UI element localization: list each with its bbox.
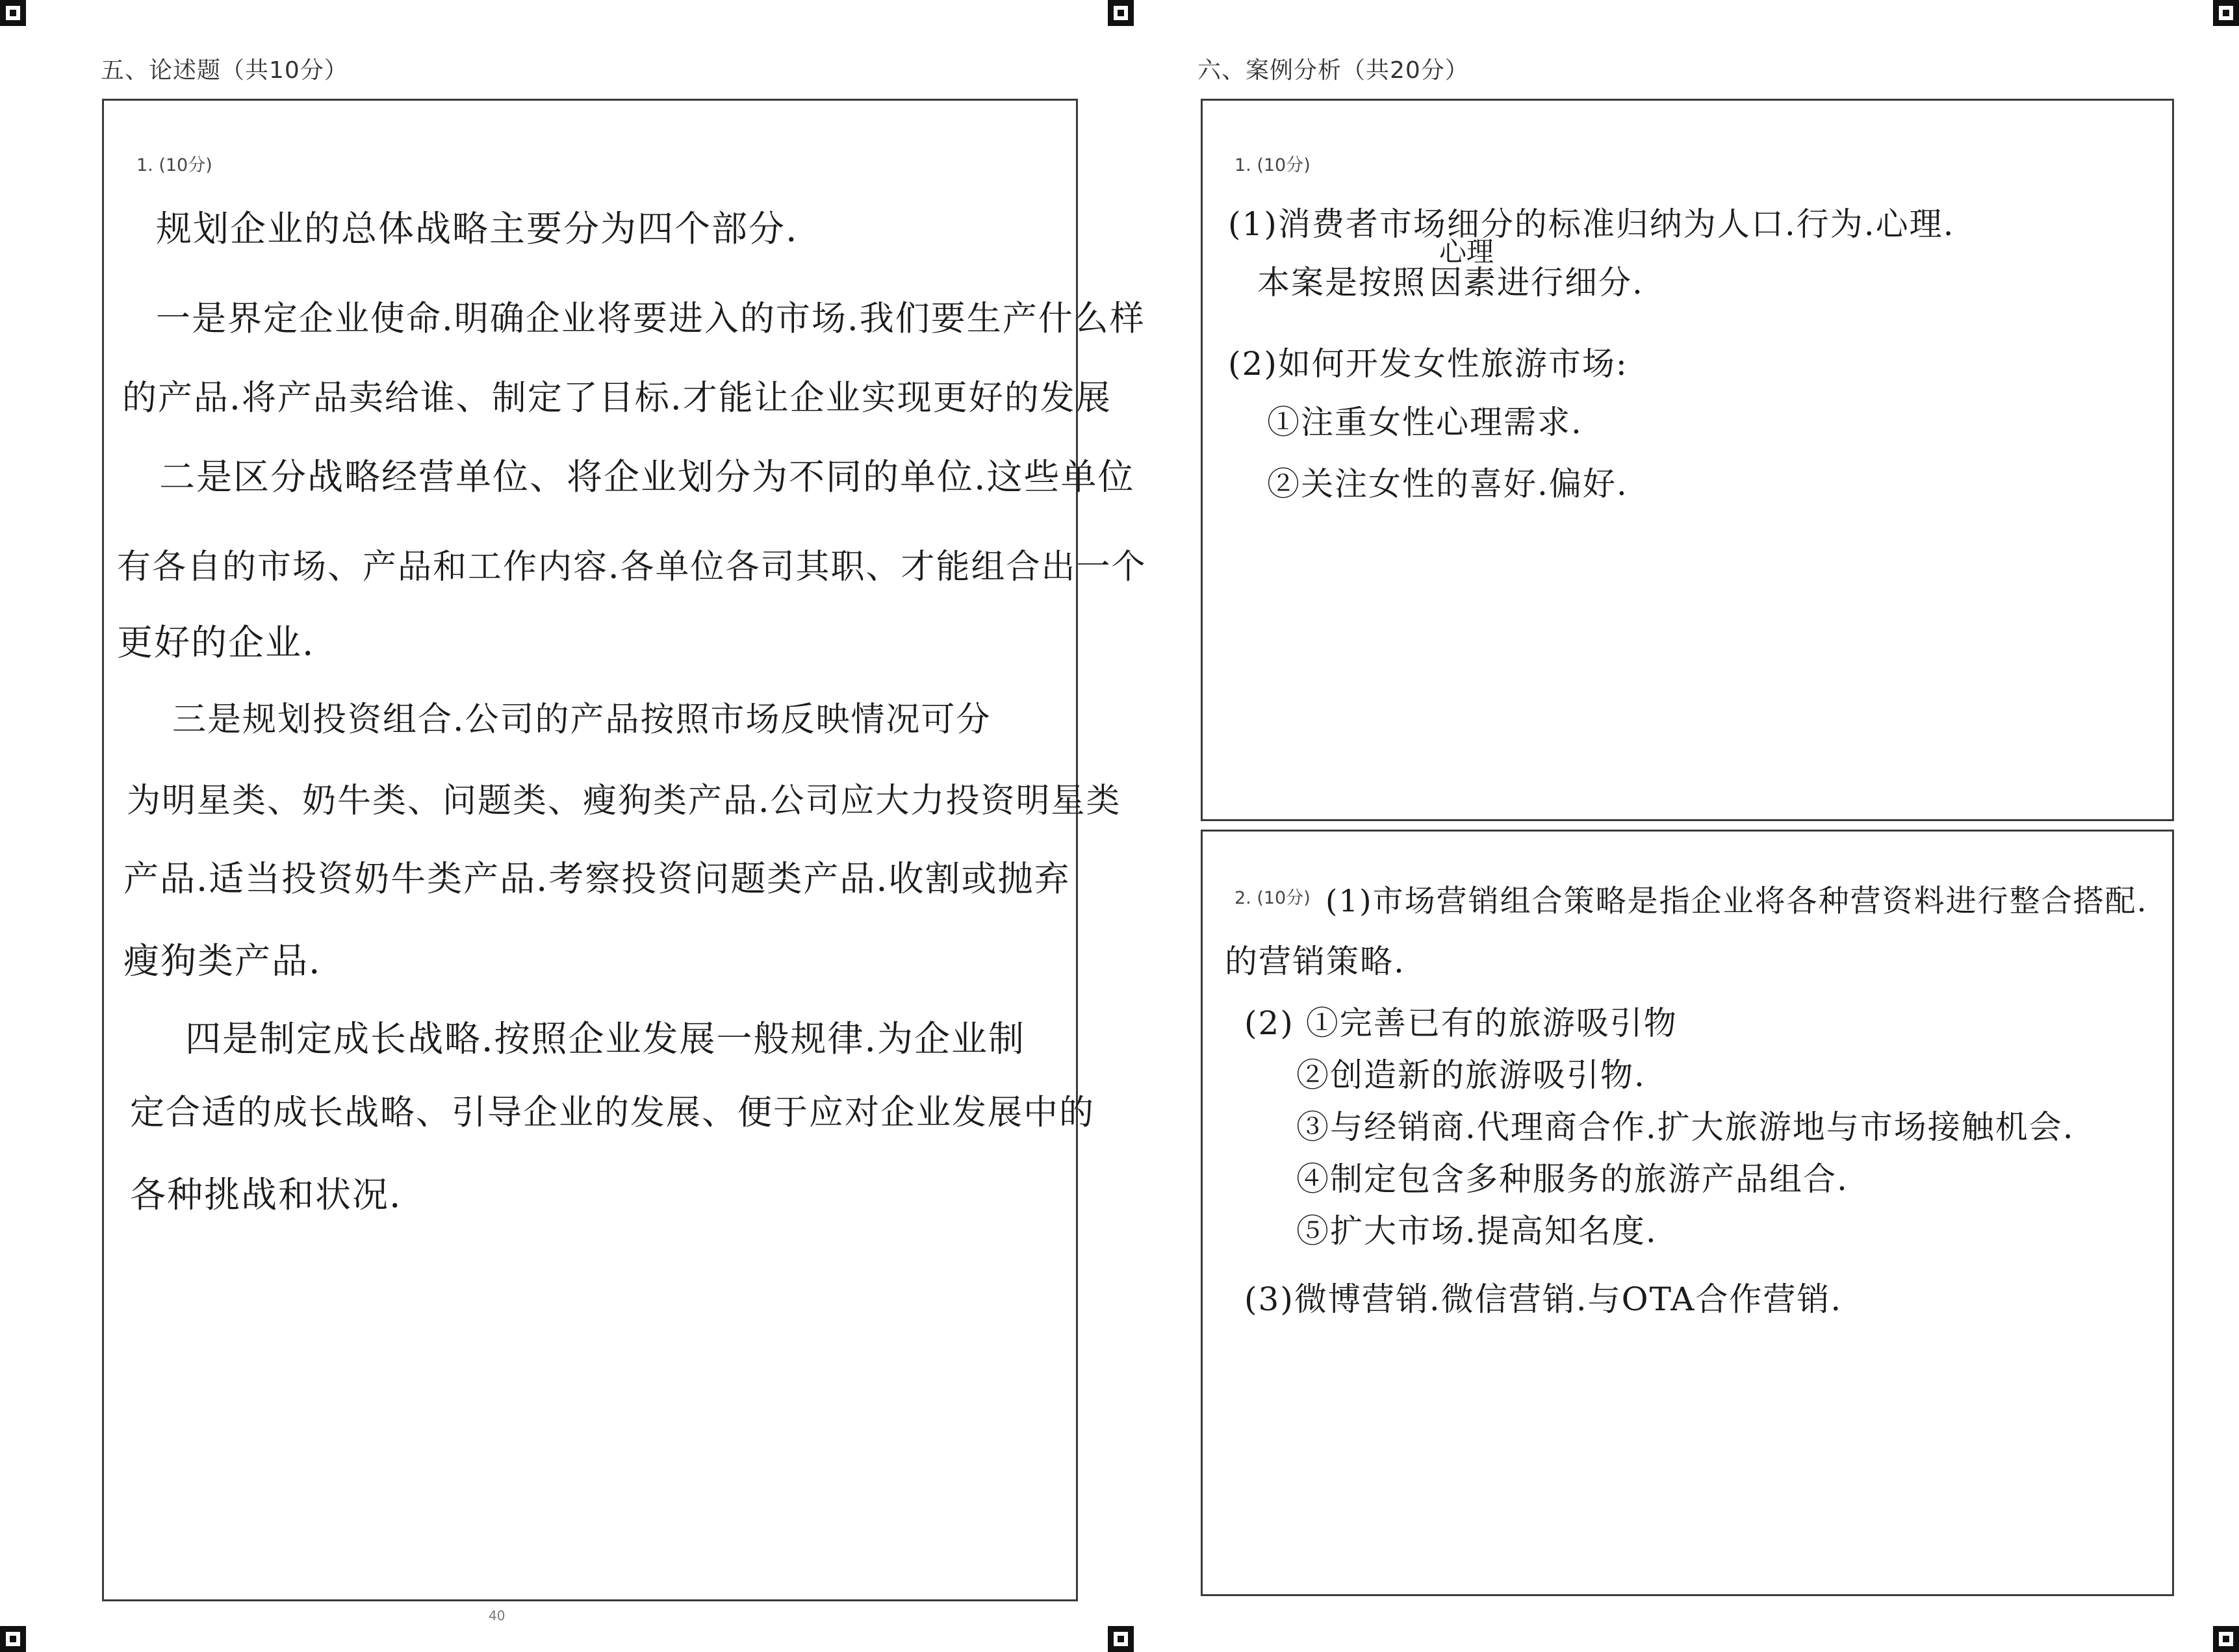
section-title-essay: 五、论述题（共10分） <box>101 57 348 84</box>
answer-line: 瘦狗类产品. <box>123 940 322 982</box>
answer-line: (1)市场营销组合策略是指企业将各种营资料进行整合搭配. <box>1325 883 2148 919</box>
answer-line: 的产品.将产品卖给谁、制定了目标.才能让企业实现更好的发展 <box>122 378 1112 418</box>
answer-line: 三是规划投资组合.公司的产品按照市场反映情况可分 <box>172 700 992 739</box>
section-title-case-analysis: 六、案例分析（共20分） <box>1197 57 1469 84</box>
question-label-case-1: 1. (10分) <box>1235 155 1311 175</box>
answer-line: ②关注女性的喜好.偏好. <box>1267 465 1628 503</box>
answer-line: 二是区分战略经营单位、将企业划分为不同的单位.这些单位 <box>159 456 1135 498</box>
answer-line: 有各自的市场、产品和工作内容.各单位各司其职、才能组合出一个 <box>117 548 1147 587</box>
answer-line: 为明星类、奶牛类、问题类、瘦狗类产品.公司应大力投资明星类 <box>127 782 1121 820</box>
answer-line: 本案是按照 <box>1257 264 1426 301</box>
answer-line: (3)微博营销.微信营销.与OTA合作营销. <box>1244 1280 1843 1318</box>
answer-line: ①注重女性心理需求. <box>1267 403 1583 441</box>
answer-line: 各种挑战和状况. <box>130 1174 402 1215</box>
answer-line: (1)消费者市场细分的标准归纳为人口.行为.心理. <box>1228 205 1955 243</box>
registration-mark-top-right <box>2213 0 2239 26</box>
answer-line: 定合适的成长战略、引导企业的发展、便于应对企业发展中的 <box>130 1093 1095 1132</box>
answer-line: (2)如何开发女性旅游市场: <box>1228 345 1628 383</box>
registration-mark-bottom-left <box>0 1626 26 1652</box>
answer-line: 因素进行细分. <box>1429 264 1644 301</box>
question-label-case-2: 2. (10分) <box>1235 888 1311 908</box>
question-label-essay-1: 1. (10分) <box>136 155 212 175</box>
answer-line: ③与经销商.代理商合作.扩大旅游地与市场接触机会. <box>1296 1108 2075 1146</box>
answer-line: ⑤扩大市场.提高知名度. <box>1296 1212 1657 1250</box>
answer-line: 更好的企业. <box>117 622 315 663</box>
answer-line: 产品.适当投资奶牛类产品.考察投资问题类产品.收割或抛弃 <box>123 858 1071 899</box>
answer-line: ④制定包含多种服务的旅游产品组合. <box>1296 1160 1849 1198</box>
answer-line: 的营销策略. <box>1225 943 1405 980</box>
answer-line: 四是制定成长战略.按照企业发展一般规律.为企业制 <box>185 1018 1025 1060</box>
answer-line: ②创造新的旅游吸引物. <box>1296 1056 1646 1094</box>
answer-line: 规划企业的总体战略主要分为四个部分. <box>156 208 799 249</box>
registration-mark-bottom-right <box>2213 1626 2239 1652</box>
registration-mark-top-center <box>1108 0 1134 26</box>
answer-line: (2) ①完善已有的旅游吸引物 <box>1244 1004 1678 1042</box>
answer-line: 一是界定企业使命.明确企业将要进入的市场.我们要生产什么样 <box>156 299 1145 338</box>
page-mark: 40 <box>489 1608 505 1623</box>
registration-mark-bottom-center <box>1108 1626 1134 1652</box>
inserted-word: 心理 <box>1439 236 1494 268</box>
registration-mark-top-left <box>0 0 26 26</box>
